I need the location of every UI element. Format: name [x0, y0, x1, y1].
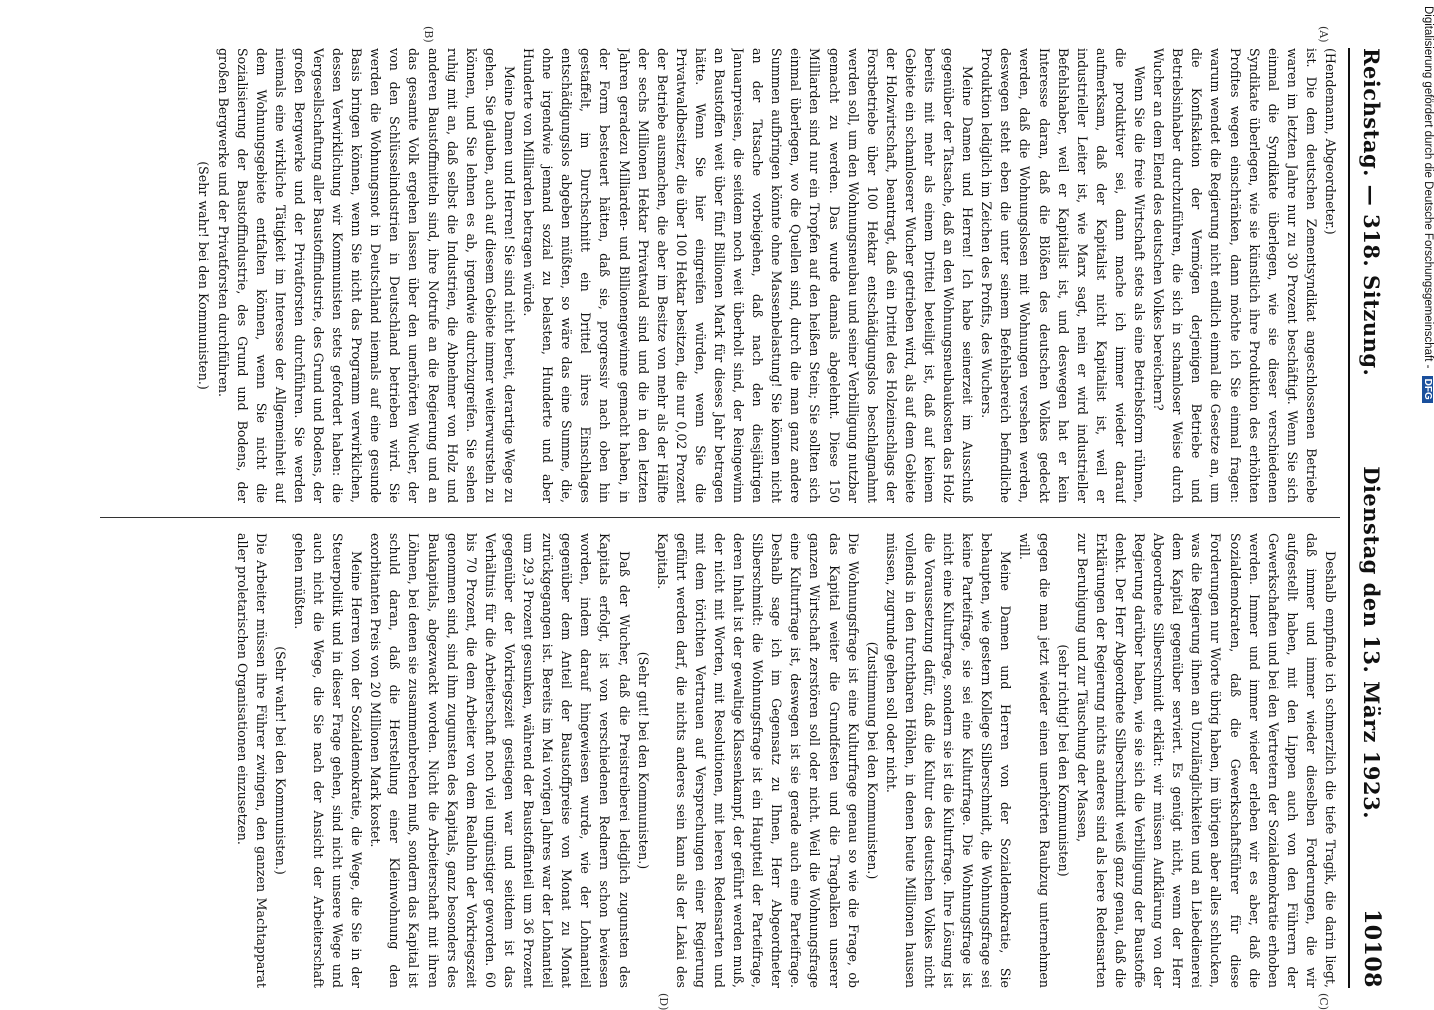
paragraph: Die Wohnungsfrage ist eine Kulturfrage genau so wie die Frage, ob das Kapital weiter die Grundfesten und die Tragbalken unserer ganzen Wirtschaft zerstören soll oder nicht. Weil die Wohnungsfrage eine Kulturfrage ist, deswegen ist sie gerade auch eine Parteifrage. Deshalb sage ich im Gegensatz zu Ihnen, Herr Abgeordneter Silberschmidt: die Wohnungsfrage ist ein Hauptteil der Parteifrage, deren Inhalt ist der gewaltige Klassenkampf, der geführt werden muß, der nicht mit Worten, mit Resolutionen, mit leeren Redensarten und mit dem törichten Vertrauen auf Versprechungen einer Regierung geführt werden darf, die nichts anderes sein kann als der Lakai des Kapitals. — [654, 533, 861, 988]
scanned-page — [70, 26, 1390, 1010]
margin-marker-a: (A) — [1317, 26, 1330, 43]
header-session: Reichstag. — 318. Sitzung. — [1359, 48, 1385, 377]
paragraph: Deshalb empfinde ich schmerzlich die tiefe Tragik, die darin liegt, daß immer und immer wieder dieselben Forderungen, die wir aufgestellt haben, mit den Lippen auch von den Führern der Gewerkschaften und bei den Vertretern der Sozialdemokratie erhoben werden. Immer und immer wieder erleben wir es aber, daß die Sozialdemokraten, daß die Gewerkschaftsführer für diese Forderungen nur Worte übrig haben, im übrigen aber alles schlucken, was die Regierung ihnen an Unzulänglichkeiten und an Liebedienerei dem Kapital gegenüber serviert. Es genügt nicht, wenn der Herr Abgeordnete Silberschmidt erklärt: wir müssen Aufklärung von der Regierung darüber haben, wie sie sich die Verbilligung der Baustoffe denkt. Der Herr Abgeordnete Silberschmidt weiß ganz genau, daß die Erklärungen der Regierung nichts anderes sind als leere Redensarten zur Beruhigung und zur Täuschung der Massen, — [1074, 533, 1338, 988]
paragraph: Meine Damen und Herren! Ich habe seinerzeit im Ausschuß gegenüber der Tatsache, daß an den Wohnungsneubaukosten das Holz bereits mit mehr als einem Drittel beteiligt ist, daß auf keinem Gebiete ein schamloserer Wucher getrieben wird, als auf dem Gebiete der Holzwirtschaft, beantragt, daß ein Drittel des Holzeinschlags der Forstbetriebe über 100 Hektar entschädigungslos beschlagnahmt werden soll, um den Wohnungsneubau und seiner Verbilligung nutzbar gemacht zu werden. Das wurde damals abgelehnt. Diese 150 Milliarden sind nur ein Tropfen auf den heißen Stein; Sie sollten sich einmal überlegen, wo die Quellen sind, durch die man ganz andere Summen aufbringen könnte ohne Massenbelastung! Sie können nicht an der Tatsache vorbeigehen, daß nach den diesjährigen Januarpreisen, die seitdem noch weit überholt sind, der Reingewinn an Baustoffen weit über fünf Billionen Mark für dieses Jahr betragen hätte. Wenn Sie hier eingreifen würden, wenn Sie die Privatwaldbesitzer, die über 100 Hektar besitzen, die nur 0,02 Prozent der Betriebe ausmachen, die aber im Besitze von mehr als der Hälfte der sechs Millionen Hektar Privatwald sind und die in den letzten Jahren geradezu Milliarden- und Billionengewinne gemacht haben, in der Form besteuert hätten, daß sie, progressiv nach oben hin gestaffelt, im Durchschnitt ein Drittel ihres Einschlages entschädigungslos abgeben müßten, so wäre das eine Summe, die, ohne irgendwie jemand sozial zu belasten, Hunderte und aber Hunderte von Milliarden betragen würde. — [521, 48, 976, 503]
dfg-logo: DFG — [1422, 376, 1433, 403]
interjection: (Sehr wahr! bei den Kommunisten.) — [272, 646, 288, 875]
margin-marker-b: (B) — [422, 26, 435, 43]
paragraph: Meine Damen und Herren! Sie sind nicht bereit, derartige Wege zu gehen. Sie glauben, auch auf diesem Gebiete immer weiterwursteln zu können, und Sie lehnen es ab, irgendwie durchzugreifen. Sie sehen ruhig mit an, daß selbst die Industrien, die Abnehmer von Holz und anderen Baustoffmitteln sind, ihre Notrufe an die Regierung und an das gesamte Volk ergehen lassen über den unerhörten Wucher, der von den Schlüsselindustrien in Deutschland betrieben wird. Sie werden die Wohnungsnot in Deutschland niemals auf eine gesunde Basis bringen können, wenn Sie nicht das Programm verwirklichen, dessen Verwirklichung wir Kommunisten stets gefordert haben: die Vergesellschaftung aller Baustoffindustrie, des Grund und Bodens, der großen Bergwerke und der Privatforsten durchführen. Sie werden niemals eine wirkliche Tätigkeit im Interesse der Allgemeinheit auf dem Wohnungsgebiete entfalten können, wenn Sie nicht die Sozialisierung der Baustoffindustrie, des Grund und Bodens, der großen Bergwerke und der Privatforsten durchführen. — [215, 48, 517, 503]
paragraph: gegen die man jetzt wieder einen unerhörten Raubzug unternehmen will. — [1017, 533, 1052, 988]
digitization-credit — [1412, 6, 1432, 991]
paragraph: Meine Damen und Herren von der Sozialdemokratie, Sie behaupten, wie gestern Kollege Silberschmidt, die Wohnungsfrage sei keine Parteifrage, sie sei eine Kulturfrage. Die Wohnungsfrage ist nicht eine Kulturfrage, sondern sie ist die Kulturfrage. Ihre Lösung ist die Voraussetzung dafür, daß die Kultur des deutschen Volkes nicht vollends in den furchtbaren Höhlen, in denen heute Millionen hausen müssen, zugrunde gehen soll oder nicht. — [883, 533, 1014, 988]
paragraph: Die Arbeiter müssen ihre Führer zwingen, den ganzen Machtapparat aller proletarischen Organisationen einzusetzen. — [234, 533, 269, 988]
right-column — [80, 533, 1340, 988]
interjection: (sehr richtig! bei den Kommunisten) — [1055, 644, 1071, 877]
page-number: 10108 — [1359, 908, 1385, 988]
paragraph: (Hendemann, Abgeordneter.) — [1323, 48, 1338, 235]
margin-marker-c: (C) — [1317, 993, 1330, 1010]
left-column — [80, 48, 1340, 503]
header-rule — [1348, 48, 1350, 988]
paragraph: Meine Herren von der Sozialdemokratie, die Wege, die Sie in der Steuerpolitik und in dieser Frage gehen, sind nicht unsere Wege und auch nicht die Wege, die Sie nach der Ansicht der Arbeiterschaft gehen müßten. — [291, 533, 365, 988]
paragraph: Wenn Sie die freie Wirtschaft stets als eine Betriebsform rühmen, die produktiver sei, dann mache ich immer wieder darauf aufmerksam, daß der Kapitalist nicht Kapitalist ist, weil er industrieller Leiter ist, wie Marx sagt, nein er wird industrieller Befehlshaber, weil er Kapitalist ist, und deswegen hat er kein Interesse daran, daß die Blößen des deutschen Volkes gedeckt werden, daß die Wohnungslosen mit Wohnungen versehen werden, deswegen steht eben die unter seinem Befehlsbereich befindliche Produktion lediglich im Zeichen des Profits, des Wuchers. — [979, 48, 1148, 503]
digitization-credit-text: Digitalisierung gefördert durch die Deutsche Forschungsgemeinschaft - — [1422, 6, 1434, 369]
paragraph: ist. Die dem deutschen Zementsyndikat angeschlossenen Betriebe waren im letzten Jahre nur zu 30 Prozent beschäftigt. Wenn Sie sich einmal die Syndikate überlegen, wie sie dieser verschiedenen Syndikate überlegen, wie sie künstlich ihre Produktion des erhöhten Profites wegen einschränken, dann möchte ich Sie einmal fragen: warum wendet die Regierung nicht endlich einmal die Gesetze an, um die Konfiskation der Vermögen derjenigen Betriebe und Betriebsinhaber durchzuführen, die sich in schamloser Weise durch Wucher an dem Elend des deutschen Volkes bereichern? — [1151, 48, 1319, 503]
interjection: (Zustimmung bei den Kommunisten.) — [864, 641, 880, 880]
interjection: (Sehr wahr! bei den Kommunisten.) — [196, 161, 212, 390]
paragraph: Daß der Wucher, daß die Preistreiberei lediglich zugunsten des Kapitals erfolgt, ist von verschiedenen Rednern schon bewiesen worden, indem darauf hingewiesen wurde, wie der Lohnanteil gegenüber dem Anteil der Baustoffpreise von Monat zu Monat zurückgegangen ist. Bereits im Mai vorigen Jahres war der Lohnanteil um 29,3 Prozent gesunken, während der Baustoffanteil um 36 Prozent gegenüber der Vorkriegszeit gestiegen war und seitdem ist das Verhältnis für die Arbeiterschaft noch viel ungünstiger geworden. 60 bis 70 Prozent, die dem Arbeiter von dem Reallohn der Vorkriegszeit genommen sind, sind ihm zugunsten des Kapitals, ganz besonders des Baukapitals, abgezwackt worden. Nicht die Arbeiterschaft mit ihren Löhnen, bei denen sie zusammenbrechen muß, sondern das Kapital ist schuld daran, daß die Herstellung einer Kleinwohnung den exorbitanten Preis von 20 Millionen Mark kostet. — [368, 533, 632, 988]
column-separator — [100, 517, 1340, 518]
interjection: (Sehr gut! bei den Kommunisten.) — [635, 651, 651, 870]
running-header — [1354, 48, 1390, 988]
header-date: Dienstag den 13. März 1923. — [1359, 466, 1385, 820]
margin-marker-d: (D) — [657, 993, 670, 1010]
